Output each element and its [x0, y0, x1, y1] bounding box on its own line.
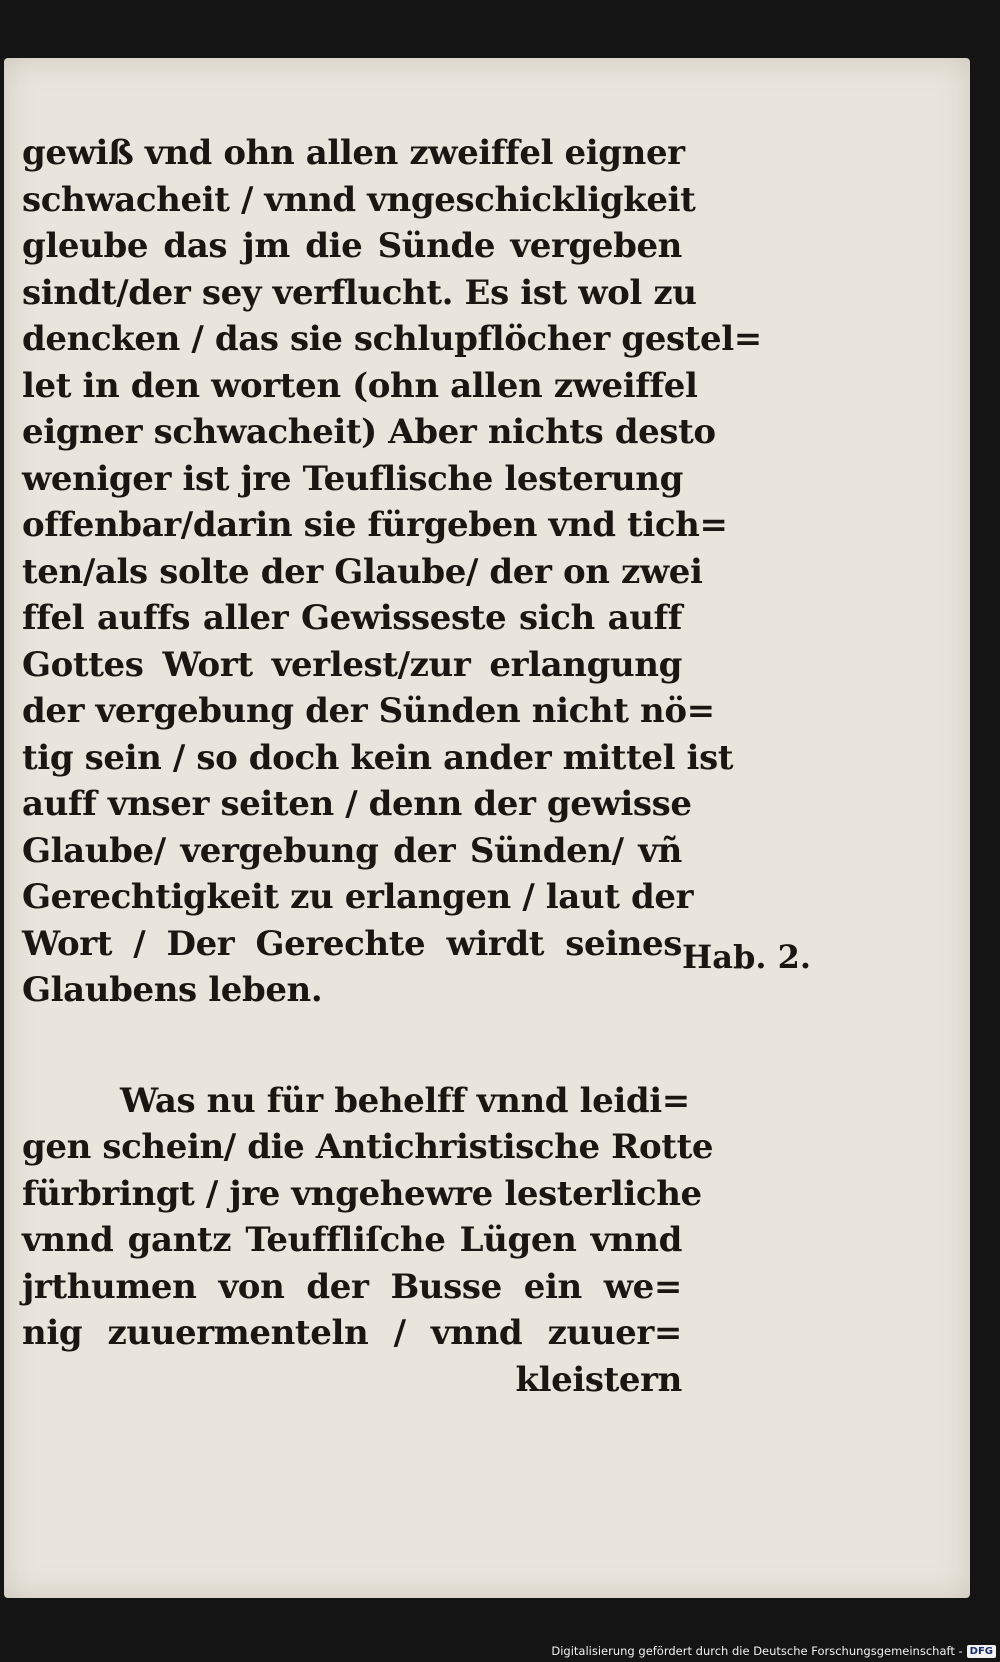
text-line: eigner schwacheit) Aber nichts desto [22, 412, 716, 452]
text-line: jrthumen von der Busse ein we= [22, 1266, 682, 1307]
margin-note: Hab. 2. [682, 938, 812, 976]
text-line: ten/als solte der Glaube/ der on zwei [22, 551, 703, 592]
text-line: Glaubens leben. [22, 970, 323, 1010]
text-line: let in den worten (ohn allen zweiffel [22, 365, 698, 406]
text-line: auff vnser seiten / denn der gewisse [22, 784, 692, 824]
paragraph-gap [22, 1014, 682, 1078]
digitization-credit [551, 1642, 996, 1660]
text-line: gewiß vnd ohn allen zweiffel eigner [22, 133, 685, 173]
text-line: gen schein/ die Antichristische Rotte [22, 1127, 714, 1167]
text-line: der vergebung der Sünden nicht nö= [22, 691, 715, 731]
credit-text: Digitalisierung gefördert durch die Deutsche Forschungsgemeinschaft - [551, 1644, 963, 1658]
text-line: weniger ist jre Teuflische lesterung [22, 458, 683, 499]
book-page [4, 58, 970, 1598]
catchword: kleistern [515, 1359, 682, 1400]
text-line: Was nu für behelff vnnd leidi= [120, 1080, 690, 1121]
text-line: nig zuuermenteln / vnnd zuuer= [22, 1313, 682, 1353]
text-line: dencken / das sie schlupflöcher gestel= [22, 319, 762, 359]
text-line: offenbar/darin sie fürgeben vnd tich= [22, 505, 728, 545]
text-line: Gottes Wort verlest/zur erlangung [22, 644, 682, 685]
text-line: Glaube/ vergebung der Sünden/ vñ [22, 830, 682, 871]
text-line: gleube das jm die Sünde vergeben [22, 226, 682, 266]
text-line: Wort / Der Gerechte wirdt seines [22, 923, 682, 964]
text-line: fürbringt / jre vngehewre lesterliche [22, 1173, 702, 1214]
dfg-logo-icon: DFG [967, 1645, 996, 1658]
text-line: tig sein / so doch kein ander mittel ist [22, 737, 734, 778]
text-line: Gerechtigkeit zu erlangen / laut der [22, 877, 694, 917]
text-line: ffel auffs aller Gewisseste sich auff [22, 598, 682, 638]
text-line: sindt/der sey verflucht. Es ist wol zu [22, 272, 697, 313]
text-line: vnnd gantz Teuffliſche Lügen vnnd [22, 1220, 682, 1260]
text-line: schwacheit / vnnd vngeschickligkeit [22, 179, 696, 220]
